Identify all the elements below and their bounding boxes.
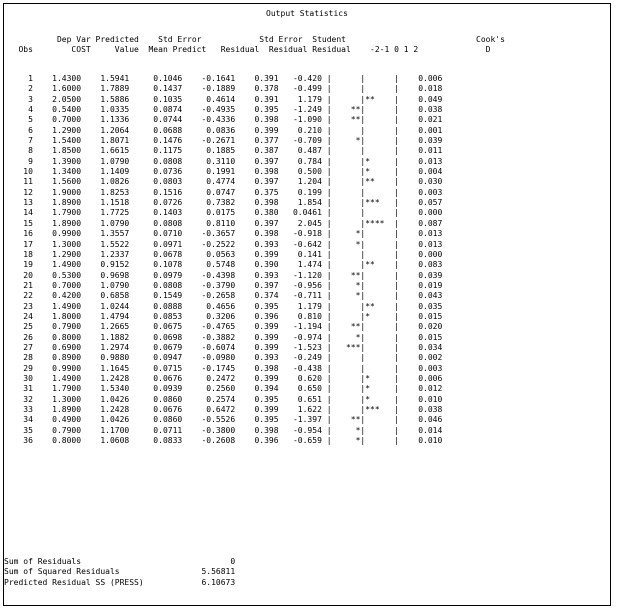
- summary-line: Sum of Squared Residuals 5.56811: [4, 567, 236, 577]
- table-row: 35 0.7900 1.1700 0.0711 -0.3800 0.398 -0.954 | *| | 0.014: [4, 425, 443, 435]
- table-row: 6 1.2900 1.2064 0.0688 0.0836 0.399 0.210 | | | 0.001: [4, 125, 443, 135]
- table-row: 14 1.7900 1.7725 0.1403 0.0175 0.380 0.0461 | | | 0.000: [4, 208, 443, 218]
- table-row: 13 1.8900 1.1518 0.0726 0.7382 0.398 1.854 | |*** | 0.057: [4, 198, 443, 208]
- table-row: 7 1.5400 1.8071 0.1476 -0.2671 0.377 -0.709 | *| | 0.039: [4, 136, 443, 146]
- table-row: 24 1.8000 1.4794 0.0853 0.3206 0.396 0.810 | |* | 0.015: [4, 311, 443, 321]
- table-row: 27 0.6900 1.2974 0.0679 -0.6074 0.399 -1.523 | ***| | 0.034: [4, 342, 443, 352]
- table-row: 1 1.4300 1.5941 0.1046 -0.1641 0.391 -0.420 | | | 0.006: [4, 74, 443, 83]
- table-row: 15 1.8900 1.0790 0.0808 0.8110 0.397 2.045 | |**** | 0.087: [4, 218, 443, 228]
- table-row: 31 1.7900 1.5340 0.0939 0.2560 0.394 0.650 | |* | 0.012: [4, 384, 443, 394]
- summary-statistics: [4, 557, 235, 588]
- table-row: 8 1.8500 1.6615 0.1175 0.1885 0.387 0.487 | | | 0.011: [4, 146, 443, 156]
- observation-rows: [4, 74, 442, 446]
- table-row: 21 0.7000 1.0790 0.0808 -0.3790 0.397 -0.956 | *| | 0.019: [4, 280, 443, 290]
- table-row: 18 1.2900 1.2337 0.0678 0.0563 0.399 0.141 | | | 0.000: [4, 249, 443, 259]
- output-window: [3, 3, 611, 606]
- table-row: 11 1.5600 1.0826 0.0803 0.4774 0.397 1.204 | |** | 0.030: [4, 177, 443, 187]
- table-row: 12 1.9000 1.8253 0.1516 0.0747 0.375 0.199 | | | 0.003: [4, 187, 443, 197]
- table-row: 26 0.8000 1.1882 0.0698 -0.3882 0.399 -0.974 | *| | 0.015: [4, 332, 443, 342]
- header-line-1: Dep Var Predicted Std Error Std Error Student Cook's: [4, 35, 505, 44]
- table-row: 10 1.3400 1.1409 0.0736 0.1991 0.398 0.500 | |* | 0.004: [4, 167, 443, 177]
- table-row: 5 0.7000 1.1336 0.0744 -0.4336 0.398 -1.090 | **| | 0.021: [4, 115, 443, 125]
- header-line-2: Obs COST Value Mean Predict Residual Residual Residual -2-1 0 1 2 D: [4, 45, 491, 55]
- table-row: 16 0.9900 1.3557 0.0710 -0.3657 0.398 -0.918 | *| | 0.013: [4, 229, 443, 239]
- table-row: 20 0.5300 0.9698 0.0979 -0.4398 0.393 -1.120 | **| | 0.039: [4, 270, 443, 280]
- table-row: 2 1.6000 1.7889 0.1437 -0.1889 0.378 -0.499 | | | 0.018: [4, 84, 443, 94]
- table-row: 25 0.7900 1.2665 0.0675 -0.4765 0.399 -1.194 | **| | 0.020: [4, 322, 443, 332]
- summary-line: Predicted Residual SS (PRESS) 6.10673: [4, 577, 236, 587]
- table-row: 4 0.5400 1.0335 0.0874 -0.4935 0.395 -1.249 | **| | 0.038: [4, 105, 443, 115]
- table-row: 29 0.9900 1.1645 0.0715 -0.1745 0.398 -0.438 | | | 0.003: [4, 363, 443, 373]
- table-row: 32 1.3000 1.0426 0.0860 0.2574 0.395 0.651 | |* | 0.010: [4, 394, 443, 404]
- column-headers: [4, 35, 505, 56]
- table-row: 23 1.4900 1.0244 0.0888 0.4656 0.395 1.179 | |** | 0.035: [4, 301, 443, 311]
- table-row: 28 0.8900 0.9880 0.0947 -0.0980 0.393 -0.249 | | | 0.002: [4, 353, 443, 363]
- output-title: Output Statistics: [266, 9, 348, 18]
- table-row: 9 1.3900 1.0790 0.0808 0.3110 0.397 0.784 | |* | 0.013: [4, 156, 443, 166]
- table-row: 22 0.4200 0.6858 0.1549 -0.2658 0.374 -0.711 | *| | 0.043: [4, 291, 443, 301]
- summary-line: Sum of Residuals 0: [4, 557, 236, 566]
- table-row: 17 1.3000 1.5522 0.0971 -0.2522 0.393 -0.642 | *| | 0.013: [4, 239, 443, 249]
- table-row: 34 0.4900 1.0426 0.0860 -0.5526 0.395 -1.397 | **| | 0.046: [4, 415, 443, 425]
- table-row: 19 1.4900 0.9152 0.1078 0.5748 0.390 1.474 | |** | 0.083: [4, 260, 443, 270]
- table-row: 30 1.4900 1.2428 0.0676 0.2472 0.399 0.620 | |* | 0.006: [4, 373, 443, 383]
- table-row: 3 2.0500 1.5886 0.1035 0.4614 0.391 1.179 | |** | 0.049: [4, 94, 443, 104]
- table-row: 36 0.8000 1.0608 0.0833 -0.2608 0.396 -0.659 | *| | 0.010: [4, 436, 443, 446]
- table-row: 33 1.8900 1.2428 0.0676 0.6472 0.399 1.622 | |*** | 0.038: [4, 405, 443, 414]
